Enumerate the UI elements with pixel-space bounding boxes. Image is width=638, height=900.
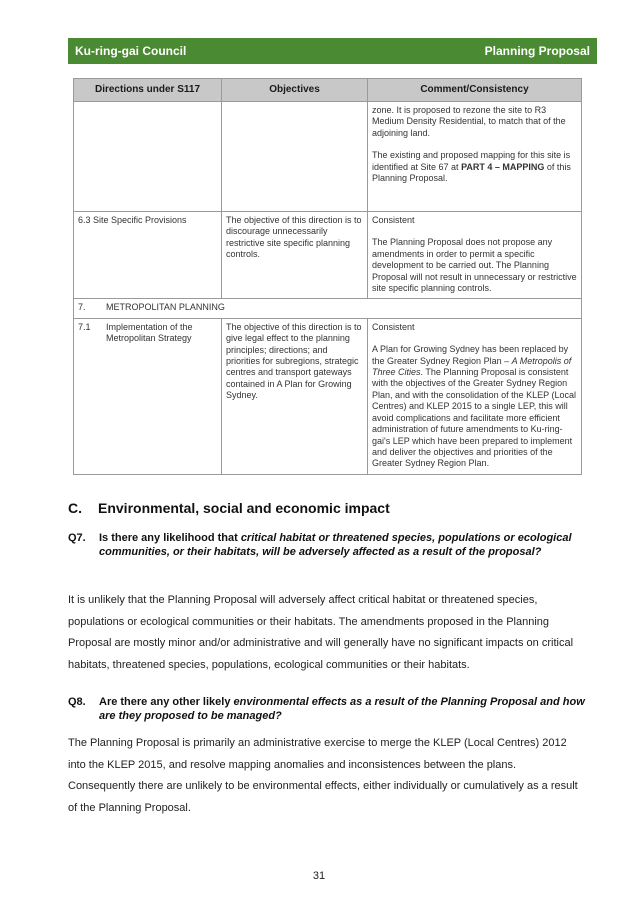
- comment-text: The existing and proposed mapping for this site is identified at Site 67 at PART 4 – MAPPING of this Planning Proposal.: [372, 150, 571, 184]
- page-header: [68, 38, 597, 64]
- table-header-row: [74, 79, 582, 102]
- question-text: Is there any likelihood that critical habitat or threatened species, populations or ecological communities, or their habitats, will be adversely affected as a result of the proposal?: [99, 532, 572, 558]
- cell-direction: [74, 318, 222, 474]
- cell-objective: The objective of this direction is to give legal effect to the planning principles; directions; and priorities for subregions, strategic centres and transport gateways contained in A Plan for Growing Sydney.: [222, 318, 368, 474]
- header-comment: Comment/Consistency: [368, 79, 582, 102]
- header-document-title: Planning Proposal: [484, 44, 590, 58]
- consistency-status: Consistent: [372, 321, 415, 332]
- section-letter: C.: [68, 500, 82, 516]
- table-row: [74, 212, 582, 299]
- section-title: Environmental, social and economic impact: [98, 500, 390, 516]
- cell-comment: [368, 212, 582, 299]
- comment-text: zone. It is proposed to rezone the site to R3 Medium Density Residential, to match that of the adjoining land.: [372, 105, 566, 138]
- page-number: 31: [312, 870, 326, 882]
- question-number: Q7.: [68, 532, 86, 544]
- question-q7: [68, 531, 588, 559]
- cell-direction: 6.3 Site Specific Provisions: [74, 212, 222, 299]
- consistency-status: Consistent: [372, 215, 415, 225]
- question-text: Are there any other likely environmental effects as a result of the Planning Proposal and how are they proposed to be managed?: [99, 696, 585, 722]
- table-row: [74, 318, 582, 474]
- header-objectives: Objectives: [222, 79, 368, 102]
- question-q8: [68, 695, 588, 723]
- comment-text: A Plan for Growing Sydney has been replaced by the Greater Sydney Region Plan – A Metropolis of Three Cities. The Planning Proposal is consistent with the objectives of the Greater Sydney Region Plan, and with the consolidation of the KLEP (Local Centres) and KLEP 2015 to a single LEP, this will avoid complications and facilitate more efficient administration of future amendments to Ku-ring-gai's LEP which have been prepared to implement and deliver the objectives and priorities of the Greater Sydney Region Plan.: [372, 344, 576, 469]
- cell-objective-empty: [222, 102, 368, 212]
- cell-comment: [368, 102, 582, 212]
- mapping-reference: PART 4 – MAPPING: [461, 161, 545, 172]
- direction-number: 7.1: [78, 321, 91, 332]
- question-number: Q8.: [68, 696, 86, 708]
- answer-q7: It is unlikely that the Planning Proposal will adversely affect critical habitat or threatened species, populations or ecological communities or their habitats. The amendments proposed in the Planning Proposal are mostly minor and/or administrative and will generally have no significant impacts on critical habitats, threatened species, populations, ecological communities or their habitats.: [68, 594, 574, 671]
- directions-table: [73, 78, 582, 475]
- plan-title: A Metropolis of Three Cities: [372, 355, 572, 378]
- cell-comment: [368, 318, 582, 474]
- cell-objective: The objective of this direction is to discourage unnecessarily restrictive site specific planning controls.: [222, 212, 368, 299]
- answer-q8: The Planning Proposal is primarily an administrative exercise to merge the KLEP (Local Centres) 2012 into the KLEP 2015, and resolve mapping anomalies and inconsistences between the plans. Consequently there are unlikely to be environmental effects, either individually or cumulatively as a result of the Planning Proposal.: [68, 737, 578, 814]
- table-row: [74, 102, 582, 212]
- section-row: [74, 299, 582, 318]
- section-heading: [68, 500, 390, 516]
- comment-text: The Planning Proposal does not propose any amendments in order to permit a specific development to be carried out. The Planning Proposal will not result in unnecessary or restrictive site specific planning controls.: [372, 237, 577, 294]
- header-directions: Directions under S117: [74, 79, 222, 102]
- direction-title: Implementation of the Metropolitan Strategy: [106, 321, 193, 344]
- header-council-name: Ku-ring-gai Council: [75, 44, 187, 58]
- cell-direction-empty: [74, 102, 222, 212]
- section-title: METROPOLITAN PLANNING: [106, 302, 225, 313]
- section-number: 7.: [78, 302, 86, 313]
